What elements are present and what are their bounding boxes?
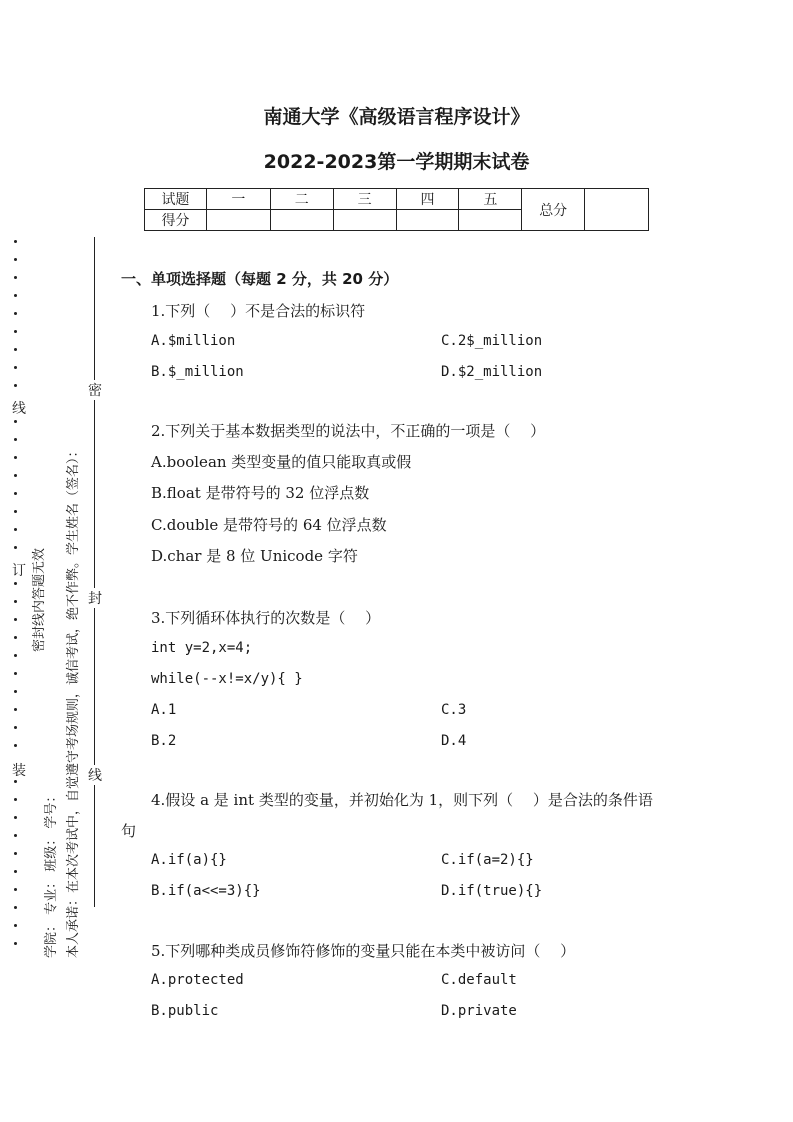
score-cell[interactable] [270, 210, 333, 231]
option-a: A.protected [151, 972, 244, 988]
option-a: A.1 [151, 702, 177, 718]
row-label-question: 试题 [145, 189, 207, 210]
binding-dot [14, 312, 17, 315]
option-d: D.$2_million [441, 364, 543, 380]
total-label: 总分 [522, 189, 585, 231]
question-stem-continuation: 句 [121, 822, 137, 840]
column-header: 二 [270, 189, 333, 210]
option-b: B.$_million [151, 364, 244, 380]
binding-dot [14, 546, 17, 549]
row-label-score: 得分 [145, 210, 207, 231]
column-header: 三 [333, 189, 396, 210]
section-heading: 一、单项选择题（每题 2 分，共 20 分） [121, 270, 399, 288]
option-a: A.boolean 类型变量的值只能取真或假 [151, 453, 412, 471]
binding-dotted-line [14, 240, 20, 960]
column-header: 五 [459, 189, 522, 210]
option-a: A.if(a){} [151, 852, 227, 868]
binding-dot [14, 780, 17, 783]
option-c: C.2$_million [441, 333, 543, 349]
score-cell[interactable] [396, 210, 459, 231]
score-cell[interactable] [333, 210, 396, 231]
option-b: B.2 [151, 733, 177, 749]
code-line: int y=2,x=4; [151, 640, 253, 656]
option-c: C.3 [441, 702, 467, 718]
option-c: C.default [441, 972, 517, 988]
binding-dot [14, 690, 17, 693]
binding-dot [14, 294, 17, 297]
binding-dot [14, 528, 17, 531]
binding-dot [14, 888, 17, 891]
binding-dot [14, 636, 17, 639]
option-a: A.$million [151, 333, 236, 349]
question-stem: 5.下列哪种类成员修饰符修饰的变量只能在本类中被访问（ ） [151, 942, 576, 960]
exam-title: 南通大学《高级语言程序设计》 [263, 106, 530, 128]
binding-dot [14, 582, 17, 585]
binding-dot [14, 924, 17, 927]
option-b: B.public [151, 1003, 219, 1019]
binding-dot [14, 492, 17, 495]
code-line: while(--x!=x/y){ } [151, 671, 303, 687]
binding-dot [14, 276, 17, 279]
margin-mark-ding: 订 [12, 560, 26, 580]
binding-dot [14, 420, 17, 423]
binding-dot [14, 654, 17, 657]
seal-mark-xian: 线 [88, 765, 102, 785]
binding-dot [14, 366, 17, 369]
binding-dot [14, 726, 17, 729]
option-d: D.char 是 8 位 Unicode 字符 [151, 547, 358, 565]
binding-dot [14, 798, 17, 801]
score-cell[interactable] [206, 210, 270, 231]
binding-dot [14, 816, 17, 819]
option-d: D.if(true){} [441, 883, 543, 899]
invalid-answer-note: 密封线内答题无效 [32, 547, 47, 652]
seal-mark-feng: 封 [88, 588, 102, 608]
exam-subtitle: 2022-2023第一学期期末试卷 [263, 151, 530, 173]
score-cell[interactable] [459, 210, 522, 231]
binding-dot [14, 258, 17, 261]
binding-dot [14, 672, 17, 675]
binding-dot [14, 942, 17, 945]
binding-dot [14, 348, 17, 351]
binding-dot [14, 600, 17, 603]
column-header: 四 [396, 189, 459, 210]
question-stem: 2.下列关于基本数据类型的说法中，不正确的一项是（ ） [151, 422, 546, 440]
total-score-cell[interactable] [585, 189, 649, 231]
margin-mark-zhuang: 装 [12, 760, 26, 780]
question-stem: 4.假设 a 是 int 类型的变量，并初始化为 1，则下列（ ）是合法的条件语 [151, 791, 653, 809]
option-b: B.if(a<<=3){} [151, 883, 261, 899]
question-stem: 1.下列（ ）不是合法的标识符 [151, 302, 366, 320]
option-d: D.4 [441, 733, 467, 749]
binding-dot [14, 708, 17, 711]
student-info-fields: 学院： 专业： 班级： 学号： [44, 789, 59, 958]
binding-dot [14, 834, 17, 837]
option-c: C.double 是带符号的 64 位浮点数 [151, 516, 387, 534]
honesty-pledge: 本人承诺：在本次考试中，自觉遵守考场规则，诚信考试，绝不作弊。学生姓名（签名）： [66, 444, 81, 958]
binding-dot [14, 744, 17, 747]
binding-dot [14, 438, 17, 441]
binding-dot [14, 510, 17, 513]
binding-dot [14, 870, 17, 873]
binding-dot [14, 852, 17, 855]
option-d: D.private [441, 1003, 517, 1019]
binding-dot [14, 906, 17, 909]
option-c: C.if(a=2){} [441, 852, 534, 868]
option-b: B.float 是带符号的 32 位浮点数 [151, 484, 370, 502]
binding-dot [14, 240, 17, 243]
seal-mark-mi: 密 [88, 380, 102, 400]
seal-line [94, 237, 95, 907]
binding-dot [14, 384, 17, 387]
binding-dot [14, 618, 17, 621]
margin-mark-xian: 线 [12, 398, 26, 418]
column-header: 一 [206, 189, 270, 210]
binding-dot [14, 456, 17, 459]
score-table [144, 188, 649, 231]
binding-dot [14, 330, 17, 333]
binding-dot [14, 474, 17, 477]
question-stem: 3.下列循环体执行的次数是（ ） [151, 609, 381, 627]
